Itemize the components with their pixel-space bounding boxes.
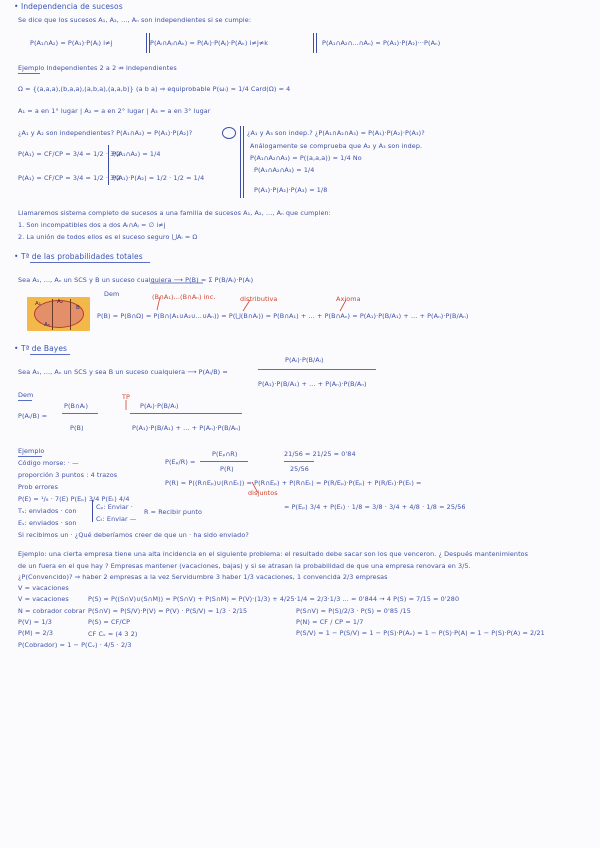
note-line: R = Recibir punto <box>144 508 202 516</box>
note-line: Prob errores <box>18 483 59 491</box>
note-line: Ejemplo <box>18 447 45 455</box>
note-line: P(R) <box>220 465 234 473</box>
note-line: Cₚ: Enviar · <box>96 503 133 511</box>
note-line: P(B∩Aᵢ) <box>64 402 89 410</box>
note-line: Código morse: · — <box>18 459 79 467</box>
note-line: Análogamente se comprueba que A₂ y A₃ son indep. <box>250 142 423 150</box>
note-line: ¿P(Convencido)? ⇒ haber 2 empresas a la vez Servidumbre 3 haber 1/3 vacaciones, 1 convencida 2/3 empresas <box>18 573 388 581</box>
note-line: Ejemplo: una cierta empresa tiene una alta incidencia en el siguiente problema: el resultado debe sacar son los que venceron. ¿ Después mantenimientos <box>18 550 529 558</box>
section-heading: • Tª de las probabilidades totales <box>14 252 143 261</box>
label-b: B <box>76 305 80 311</box>
note-line: P(M) = 2/3 <box>18 629 54 637</box>
note-line: de un fuera en el que hay ? Empresas mantener (vacaciones, bajas) y si se atrasan la probabilidad de que una empresa renovara en 3/5. <box>18 562 471 570</box>
note-line: 25/56 <box>290 465 309 473</box>
note-line: P(A₁)·P(B/A₁) + ... + P(Aₙ)·P(B/Aₙ) <box>132 424 241 432</box>
note-line: CF Cᵥ = (4 3 2) <box>88 630 138 638</box>
note-line: P(A₁)·P(B/A₁) + ... + P(Aₙ)·P(B/Aₙ) <box>258 380 367 388</box>
note-line: Eₛ: enviados · son <box>18 519 77 527</box>
note-line: Dem <box>18 391 34 399</box>
note-line: V = vacaciones <box>18 595 69 603</box>
note-line: Ejemplo Independientes 2 a 2 ⇏ independientes <box>18 64 177 72</box>
note-line: P(Aᵢ∩Aⱼ∩Aₖ) = P(Aᵢ)·P(Aⱼ)·P(Aₖ) i≠j≠k <box>150 39 269 47</box>
note-line: 2. La unión de todos ellos es el suceso seguro ⋃Aᵢ = Ω <box>18 233 198 241</box>
note-line: Cₜ: Enviar — <box>96 515 137 523</box>
note-line: P(S∩V) = P(S)/2/3 · P(S) = 0'85 /15 <box>296 607 411 615</box>
red-annotation: TP <box>122 393 130 401</box>
note-line: Tₛ: enviados · con <box>18 507 77 515</box>
note-line: P(A₁)·P(A₂)·P(A₃) = 1/8 <box>254 186 328 194</box>
note-line: P(R) = P((R∩Eₚ)∪(R∩Eₜ)) = P(R∩Eₚ) + P(R∩Eₜ) = P(R/Eₚ)·P(Eₚ) + P(R/Eₜ)·P(Eₜ) = <box>165 479 422 487</box>
section-heading: • Tª de Bayes <box>14 344 68 353</box>
label-a2: A₂ <box>57 299 63 305</box>
note-line: ¿A₁ y A₂ son independientes? P(A₁∩A₂) = P(A₁)·P(A₂)? <box>18 129 193 137</box>
note-line: Si recibimos un · ¿Qué deberíamos creer de que un · ha sido enviado? <box>18 531 249 539</box>
note-line: P(A₁∩A₂) = 1/4 <box>112 150 161 158</box>
note-line: P(S∩V) = P(S/V)·P(V) = P(V) · P(S/V) = 1/3 · 2/15 <box>88 607 248 615</box>
red-annotation: Axioma <box>336 295 361 303</box>
note-line: P(A₁)·P(A₂) = 1/2 · 1/2 = 1/4 <box>112 174 205 182</box>
note-line: Llamaremos sistema completo de sucesos a una familia de sucesos A₁, A₂, ..., Aₙ que cumplen: <box>18 209 331 217</box>
note-line: Dem <box>104 290 120 298</box>
note-line: Sea A₁, ..., Aₙ un SCS y sea B un suceso cualquiera ⟶ P(Aᵢ/B) = <box>18 368 228 376</box>
note-line: P(Aᵢ)·P(B/Aᵢ) <box>140 402 179 410</box>
red-annotation: distributiva <box>240 295 278 303</box>
note-line: A₁ = a en 1° lugar | A₂ = a en 2° lugar | A₃ = a en 3° lugar <box>18 107 211 115</box>
note-line: P(A₁) = CF/CP = 3/4 = 1/2 · 3/2 <box>18 150 121 158</box>
note-line: P(E) = ¹/₈ · 7(E) P(Eₚ) 3/4 P(Eₜ) 4/4 <box>18 495 130 503</box>
note-line: 1. Son incompatibles dos a dos Aᵢ∩Aⱼ = ∅ i≠j <box>18 221 166 229</box>
note-line: P(A₁∩A₂) = P(A₁)·P(Aⱼ) i≠j <box>30 39 113 47</box>
note-line: 21/56 = 21/25 ≈ 0'84 <box>284 450 356 458</box>
note-line: P(B) <box>70 424 84 432</box>
red-annotation: disjuntos <box>248 489 278 497</box>
note-line: Sea A₁, ..., Aₙ un SCS y B un suceso cualquiera ⟶ P(B) = Σ P(B/Aᵢ)·P(Aᵢ) <box>18 276 254 284</box>
note-line: P(A₁) = CF/CP = 3/4 = 1/2 · 3/2 <box>18 174 121 182</box>
note-line: V = vacaciones <box>18 584 69 592</box>
note-line: P(Eₚ∩R) <box>212 450 238 458</box>
red-annotation: (B∩A₁)...(B∩Aₙ) inc. <box>152 293 216 301</box>
note-line: N = cobrador cobrar <box>18 607 86 615</box>
note-line: ¿A₁ y A₃ son indep.? ¿P(A₁∩A₂∩A₃) = P(A₁)·P(A₂)·P(A₃)? <box>247 129 425 137</box>
note-line: proporción 3 puntos : 4 trazos <box>18 471 118 479</box>
note-line: Ω = {(a,a,a),(b,a,a),(a,b,a),(a,a,b)} (a b a) ⇒ equiprobable P(ωᵢ) = 1/4 Card(Ω) = 4 <box>18 85 291 93</box>
section-heading: • Independencia de sucesos <box>14 2 123 11</box>
note-line: P(S) = P((S∩V)∪(S∩M)) = P(S∩V) + P(S∩M) = P(V)·(1/3) + 4/25·1/4 = 2/3·1/3 ... = 0'844 → 4 P(S) = 7/15 = 0'280 <box>88 595 460 603</box>
note-line: Se dice que los sucesos A₁, A₂, ..., Aₙ son independientes si se cumple: <box>18 16 252 24</box>
note-line: P(S) = CF/CP <box>88 618 131 626</box>
note-line: P(Cobrador) = 1 − P(Cᵥ) · 4/5 · 2/3 <box>18 641 132 649</box>
note-line: P(V) = 1/3 <box>18 618 52 626</box>
note-line: P(Eₚ/R) = <box>165 458 196 466</box>
note-line: P(A₁∩A₂∩...∩Aₙ) = P(A₁)·P(A₂)···P(Aₙ) <box>322 39 441 47</box>
label-a1: A₁ <box>35 301 41 307</box>
note-line: P(S/V) = 1 − P(S/V) = 1 − P(S)·P(Aᵥ) = 1 − P(S)·P(A) = 1 − P(S)·P(A) = 2/21 <box>296 629 545 637</box>
note-line: P(A₁∩A₂∩A₃) = P((a,a,a)) = 1/4 No <box>250 154 362 162</box>
note-line: P(Aᵢ/B) = <box>18 412 48 420</box>
note-line: = P(Eₚ) 3/4 + P(Eₜ) · 1/8 = 3/8 · 3/4 + 4/8 · 1/8 = 25/56 <box>284 503 466 511</box>
note-line: P(Aᵢ)·P(B/Aᵢ) <box>285 356 324 364</box>
note-line: P(B) = P(B∩Ω) = P(B∩(A₁∪A₂∪...∪Aₙ)) = P(⋃(B∩Aᵢ)) = P(B∩A₁) + ... + P(B∩Aₙ) = P(A₁)·P(B/A₁) + ... + P(Aₙ)·P(B/Aₙ) <box>97 312 469 320</box>
label-an: Aₙ <box>44 322 50 328</box>
note-line: P(A₁∩A₂∩A₃) = 1/4 <box>254 166 315 174</box>
note-line: P(N) = CF / CP = 1/7 <box>296 618 364 626</box>
